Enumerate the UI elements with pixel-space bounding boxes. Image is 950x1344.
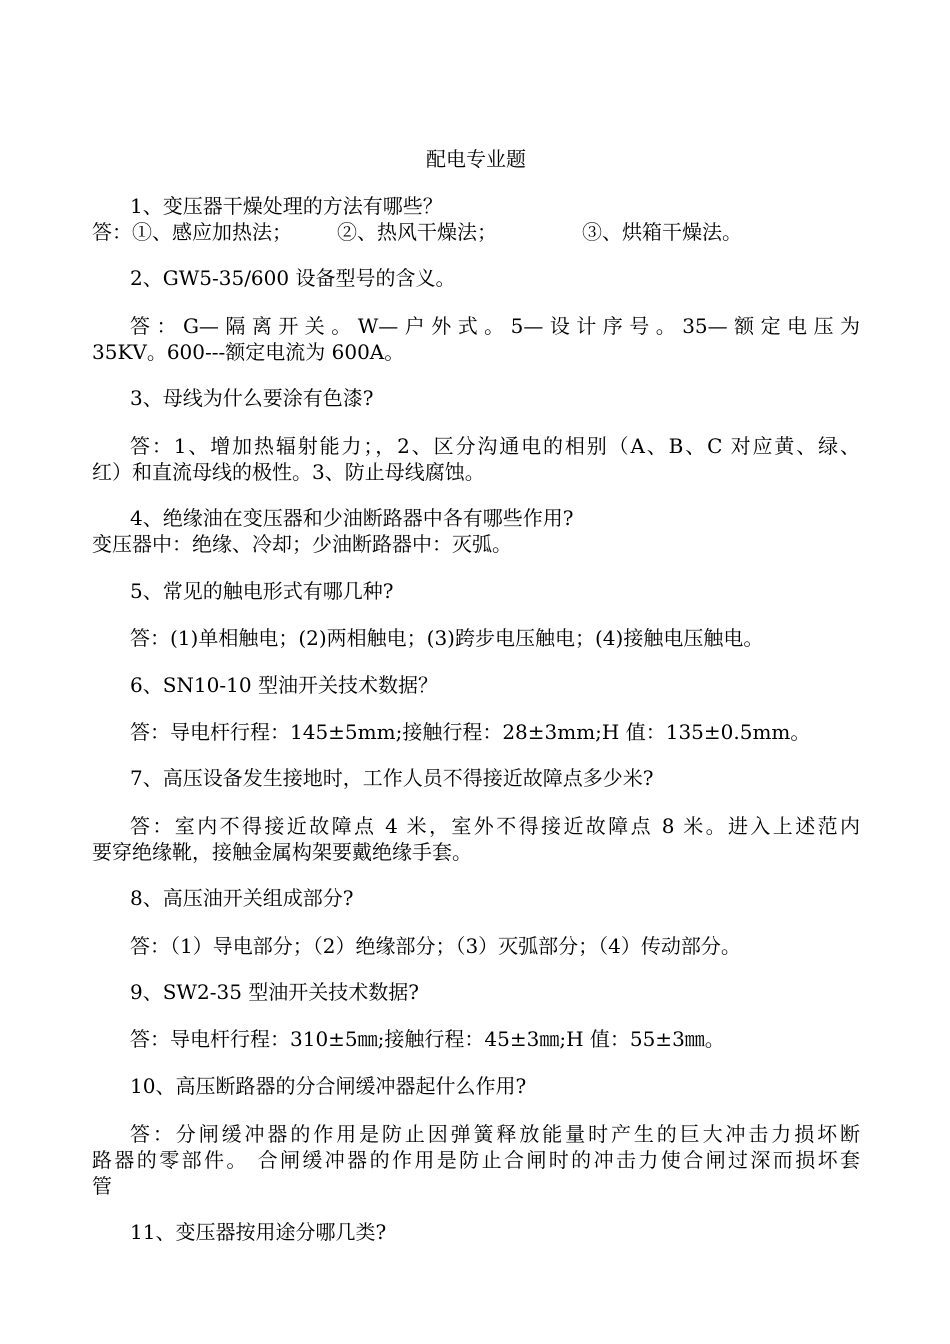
answer-1-prefix: 答： (92, 220, 132, 244)
answer-3-line-2: 红）和直流母线的极性。3、防止母线腐蚀。 (92, 460, 485, 484)
answer-1-option-2: ②、热风干燥法； (337, 220, 497, 244)
answer-1-option-1: ①、感应加热法； (132, 220, 292, 244)
document-page (92, 0, 860, 1344)
document-title: 配电专业题 (426, 147, 526, 171)
answer-7-line-1: 答：室内不得接近故障点 4 米，室外不得接近故障点 8 米。进入上述范内 (130, 814, 860, 838)
answer-9-line-1: 答：导电杆行程：310±5㎜;接触行程：45±3㎜;H 值：55±3㎜。 (130, 1027, 725, 1051)
question-5: 5、常见的触电形式有哪几种? (130, 579, 394, 603)
question-10: 10、高压断路器的分合闸缓冲器起什么作用? (130, 1074, 527, 1098)
answer-8-line-1: 答：（1）导电部分；（2）绝缘部分；（3）灭弧部分；（4）传动部分。 (130, 934, 741, 958)
question-11: 11、变压器按用途分哪几类? (130, 1220, 387, 1244)
question-2: 2、GW5-35/600 设备型号的含义。 (130, 266, 456, 290)
answer-4-line-1: 变压器中：绝缘、冷却；少油断路器中：灭弧。 (92, 532, 512, 556)
answer-3-line-1: 答：1、增加热辐射能力；，2、区分沟通电的相别（A、B、C 对应黄、绿、 (130, 434, 860, 458)
question-3: 3、母线为什么要涂有色漆? (130, 386, 374, 410)
question-8: 8、高压油开关组成部分? (130, 886, 354, 910)
answer-10-line-1: 答：分闸缓冲器的作用是防止因弹簧释放能量时产生的巨大冲击力损坏断 (130, 1122, 860, 1146)
question-6: 6、SN10-10 型油开关技术数据？ (130, 673, 438, 697)
answer-2-line-2: 35KV。600---额定电流为 600A。 (92, 340, 405, 364)
answer-10-line-3: 管 (92, 1174, 112, 1198)
answer-2-line-1: 答：G—隔离开关。W—户外式。5—设计序号。35—额定电压为 (130, 314, 860, 338)
answer-6-line-1: 答：导电杆行程：145±5mm;接触行程：28±3mm;H 值：135±0.5mm。 (130, 720, 811, 744)
answer-10-line-2: 路器的零部件。 合闸缓冲器的作用是防止合闸时的冲击力使合闸过深而损坏套 (92, 1148, 860, 1172)
question-7: 7、高压设备发生接地时，工作人员不得接近故障点多少米? (130, 766, 654, 790)
answer-1-option-3: ③、烘箱干燥法。 (582, 220, 742, 244)
question-1: 1、变压器干燥处理的方法有哪些？ (130, 194, 443, 218)
answer-7-line-2: 要穿绝缘靴，接触金属构架要戴绝缘手套。 (92, 840, 472, 864)
answer-5-line-1: 答：(1)单相触电；(2)两相触电；(3)跨步电压触电；(4)接触电压触电。 (130, 626, 764, 650)
question-4: 4、绝缘油在变压器和少油断路器中各有哪些作用? (130, 506, 574, 530)
question-9: 9、SW2-35 型油开关技术数据? (130, 980, 419, 1004)
